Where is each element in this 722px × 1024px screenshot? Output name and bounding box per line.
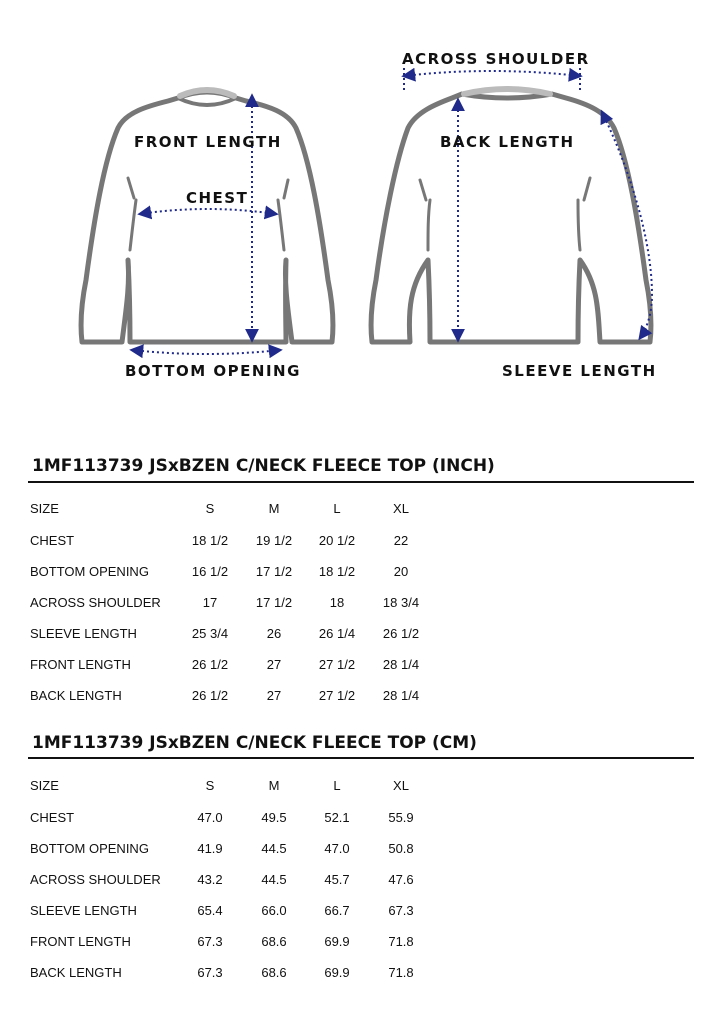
cell-m: 17 1/2	[255, 564, 293, 579]
header-m: M	[268, 501, 280, 516]
cell-l: 69.9	[324, 965, 350, 980]
chest-label: CHEST	[186, 189, 249, 207]
cell-s: 18 1/2	[191, 533, 229, 548]
cell-xl: 20	[393, 564, 409, 579]
cell-l: 18 1/2	[318, 564, 356, 579]
front-length-label: FRONT LENGTH	[134, 133, 282, 151]
row-label: FRONT LENGTH	[30, 934, 131, 949]
table-row	[0, 657, 722, 677]
cm-table-title: 1MF113739 JSxBZEN C/NECK FLEECE TOP (CM)	[32, 733, 477, 753]
row-label: BOTTOM OPENING	[30, 564, 149, 579]
header-l: L	[333, 778, 341, 793]
bottom-opening-arrow	[132, 350, 280, 354]
row-label: BACK LENGTH	[30, 965, 122, 980]
cell-l: 47.0	[324, 841, 350, 856]
cell-s: 25 3/4	[191, 626, 229, 641]
cell-s: 43.2	[197, 872, 223, 887]
table-row	[0, 564, 722, 584]
cell-xl: 55.9	[388, 810, 414, 825]
cell-xl: 18 3/4	[382, 595, 420, 610]
header-size: SIZE	[30, 501, 59, 516]
cell-l: 27 1/2	[318, 657, 356, 672]
row-label: FRONT LENGTH	[30, 657, 131, 672]
row-label: BACK LENGTH	[30, 688, 122, 703]
row-label: CHEST	[30, 533, 75, 548]
cell-xl: 71.8	[388, 934, 414, 949]
header-xl: XL	[393, 501, 409, 516]
cell-l: 52.1	[324, 810, 350, 825]
cell-m: 44.5	[261, 872, 287, 887]
table-row	[0, 533, 722, 553]
cell-xl: 50.8	[388, 841, 414, 856]
measurement-diagram	[0, 0, 722, 400]
cell-xl: 28 1/4	[382, 657, 420, 672]
row-label: ACROSS SHOULDER	[30, 872, 161, 887]
cell-l: 20 1/2	[318, 533, 356, 548]
cell-s: 16 1/2	[191, 564, 229, 579]
table-row	[0, 626, 722, 646]
header-m: M	[268, 778, 280, 793]
table-row	[0, 810, 722, 830]
header-size: SIZE	[30, 778, 59, 793]
cell-xl: 26 1/2	[382, 626, 420, 641]
cell-s: 65.4	[197, 903, 223, 918]
cell-m: 68.6	[261, 965, 287, 980]
cm-table-rule	[28, 757, 694, 759]
cell-m: 27	[266, 657, 282, 672]
cell-m: 27	[266, 688, 282, 703]
cell-l: 27 1/2	[318, 688, 356, 703]
cell-l: 66.7	[324, 903, 350, 918]
cell-m: 49.5	[261, 810, 287, 825]
cell-s: 41.9	[197, 841, 223, 856]
across-shoulder-arrow	[404, 71, 580, 76]
table-row	[0, 688, 722, 708]
cell-s: 17	[202, 595, 218, 610]
back-length-label: BACK LENGTH	[440, 133, 575, 151]
table-header-row	[0, 778, 722, 798]
cell-xl: 28 1/4	[382, 688, 420, 703]
header-xl: XL	[393, 778, 409, 793]
cell-xl: 67.3	[388, 903, 414, 918]
cell-m: 19 1/2	[255, 533, 293, 548]
table-row	[0, 595, 722, 615]
bottom-opening-label: BOTTOM OPENING	[125, 362, 301, 380]
front-garment-drawing	[81, 90, 333, 342]
chest-arrow	[140, 209, 276, 214]
cell-s: 67.3	[197, 965, 223, 980]
inch-table-title: 1MF113739 JSxBZEN C/NECK FLEECE TOP (INCH)	[32, 456, 495, 476]
row-label: BOTTOM OPENING	[30, 841, 149, 856]
cell-l: 69.9	[324, 934, 350, 949]
table-row	[0, 965, 722, 985]
inch-table-rule	[28, 481, 694, 483]
table-header-row	[0, 501, 722, 521]
cell-s: 47.0	[197, 810, 223, 825]
cell-m: 66.0	[261, 903, 287, 918]
header-s: S	[205, 778, 215, 793]
cell-xl: 22	[393, 533, 409, 548]
sleeve-length-arrow	[602, 112, 652, 338]
row-label: ACROSS SHOULDER	[30, 595, 161, 610]
cell-xl: 47.6	[388, 872, 414, 887]
row-label: SLEEVE LENGTH	[30, 903, 137, 918]
across-shoulder-label: ACROSS SHOULDER	[402, 50, 590, 68]
cell-xl: 71.8	[388, 965, 414, 980]
sleeve-length-label: SLEEVE LENGTH	[502, 362, 657, 380]
table-row	[0, 934, 722, 954]
header-s: S	[205, 501, 215, 516]
cell-m: 26	[266, 626, 282, 641]
cell-s: 67.3	[197, 934, 223, 949]
cell-s: 26 1/2	[191, 688, 229, 703]
cell-m: 44.5	[261, 841, 287, 856]
row-label: CHEST	[30, 810, 75, 825]
header-l: L	[333, 501, 341, 516]
table-row	[0, 841, 722, 861]
cell-l: 26 1/4	[318, 626, 356, 641]
cell-m: 68.6	[261, 934, 287, 949]
table-row	[0, 903, 722, 923]
table-row	[0, 872, 722, 892]
cell-s: 26 1/2	[191, 657, 229, 672]
row-label: SLEEVE LENGTH	[30, 626, 137, 641]
cell-l: 45.7	[324, 872, 350, 887]
cell-m: 17 1/2	[255, 595, 293, 610]
cell-l: 18	[329, 595, 345, 610]
